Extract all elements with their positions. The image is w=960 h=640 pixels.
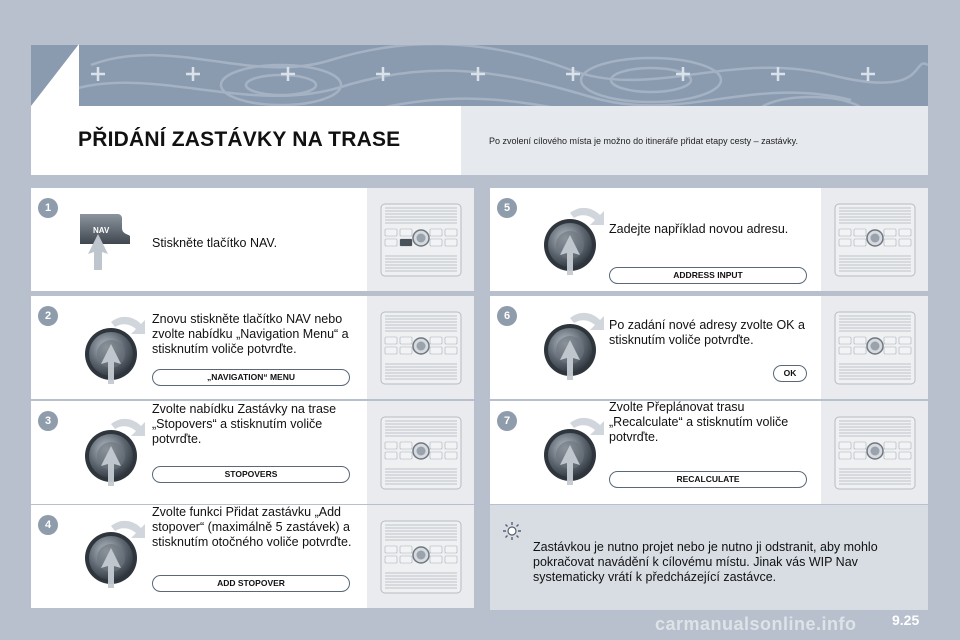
- step-number-badge: 3: [38, 411, 58, 431]
- step-instruction-line: stisknutím otočného voliče potvrďte.: [152, 535, 352, 549]
- step-instruction-line: Znovu stiskněte tlačítko NAV nebo: [152, 312, 343, 326]
- step-number-badge: 7: [497, 411, 517, 431]
- intro-text: Po zvolení cílového místa je možno do itineráře přidat etapy cesty – zastávky.: [489, 136, 798, 146]
- menu-label-pill: ADDRESS INPUT: [609, 267, 807, 284]
- step-instruction-line: potvrďte.: [152, 432, 202, 446]
- step-instruction-line: Po zadání nové adresy zvolte OK a: [609, 318, 805, 332]
- step-instruction-line: Zvolte Přeplánovat trasu: [609, 400, 745, 414]
- head-unit-panel-icon: [833, 415, 917, 491]
- head-unit-panel-icon: [379, 202, 463, 278]
- menu-label-pill: RECALCULATE: [609, 471, 807, 488]
- step-number-badge: 2: [38, 306, 58, 326]
- step-number-badge: 6: [497, 306, 517, 326]
- rotary-knob-icon: [540, 310, 606, 380]
- step-instruction-line: Zadejte například novou adresu.: [609, 222, 789, 236]
- step-instruction-line: potvrďte.: [609, 430, 659, 444]
- step-instruction: [609, 400, 788, 445]
- head-unit-panel-icon: [379, 310, 463, 386]
- step-number-badge: 5: [497, 198, 517, 218]
- step-instruction: [152, 312, 349, 357]
- menu-label-pill: ADD STOPOVER: [152, 575, 350, 592]
- step-instruction-line: Zvolte nabídku Zastávky na trase: [152, 402, 337, 416]
- step-instruction: [152, 402, 336, 447]
- rotary-knob-icon: [81, 314, 147, 384]
- step-instruction: [152, 236, 277, 251]
- page-number: 9.25: [892, 612, 920, 628]
- menu-label-pill: „NAVIGATION“ MENU: [152, 369, 350, 386]
- step-instruction-line: Zvolte funkci Přidat zastávku „Add: [152, 505, 341, 519]
- step-instruction: [609, 222, 788, 237]
- note-line: pokračovat navádění k cílovému místu. Jinak vás WIP Nav: [533, 555, 858, 569]
- head-unit-panel-icon: [379, 415, 463, 491]
- step-number-badge: 4: [38, 515, 58, 535]
- rotary-knob-icon: [540, 415, 606, 485]
- step-instruction-line: „Recalculate“ a stisknutím voliče: [609, 415, 789, 429]
- rotary-knob-icon: [81, 518, 147, 588]
- head-unit-panel-icon: [833, 202, 917, 278]
- step-instruction: [152, 505, 351, 550]
- note-line: systematicky vrátí k předcházející zastávce.: [533, 570, 777, 584]
- watermark: carmanualsonline.info: [655, 614, 857, 634]
- nav-button-label: NAV: [93, 226, 110, 235]
- step-instruction-line: zvolte nabídku „Navigation Menu“ a: [152, 327, 349, 341]
- step-instruction-line: stisknutím voliče potvrďte.: [609, 333, 754, 347]
- note-text: [533, 540, 903, 585]
- menu-label-pill: STOPOVERS: [152, 466, 350, 483]
- note-line: Zastávkou je nutno projet nebo je nutno ji odstranit, aby mohlo: [533, 540, 878, 554]
- rotary-knob-icon: [81, 416, 147, 486]
- nav-button-icon: [76, 210, 132, 270]
- head-unit-panel-icon: [833, 310, 917, 386]
- step-instruction-line: stisknutím voliče potvrďte.: [152, 342, 297, 356]
- step-instruction-line: Stiskněte tlačítko NAV.: [152, 236, 278, 250]
- rotary-knob-icon: [540, 205, 606, 275]
- menu-label-pill: OK: [773, 365, 807, 382]
- step-instruction: [609, 318, 805, 348]
- step-instruction-line: stopover“ (maximálně 5 zastávek) a: [152, 520, 350, 534]
- page-title: PŘIDÁNÍ ZASTÁVKY NA TRASE: [78, 128, 401, 151]
- step-number-badge: 1: [38, 198, 58, 218]
- sun-icon: [502, 521, 522, 541]
- step-instruction-line: „Stopovers“ a stisknutím voliče: [152, 417, 323, 431]
- head-unit-panel-icon: [379, 519, 463, 595]
